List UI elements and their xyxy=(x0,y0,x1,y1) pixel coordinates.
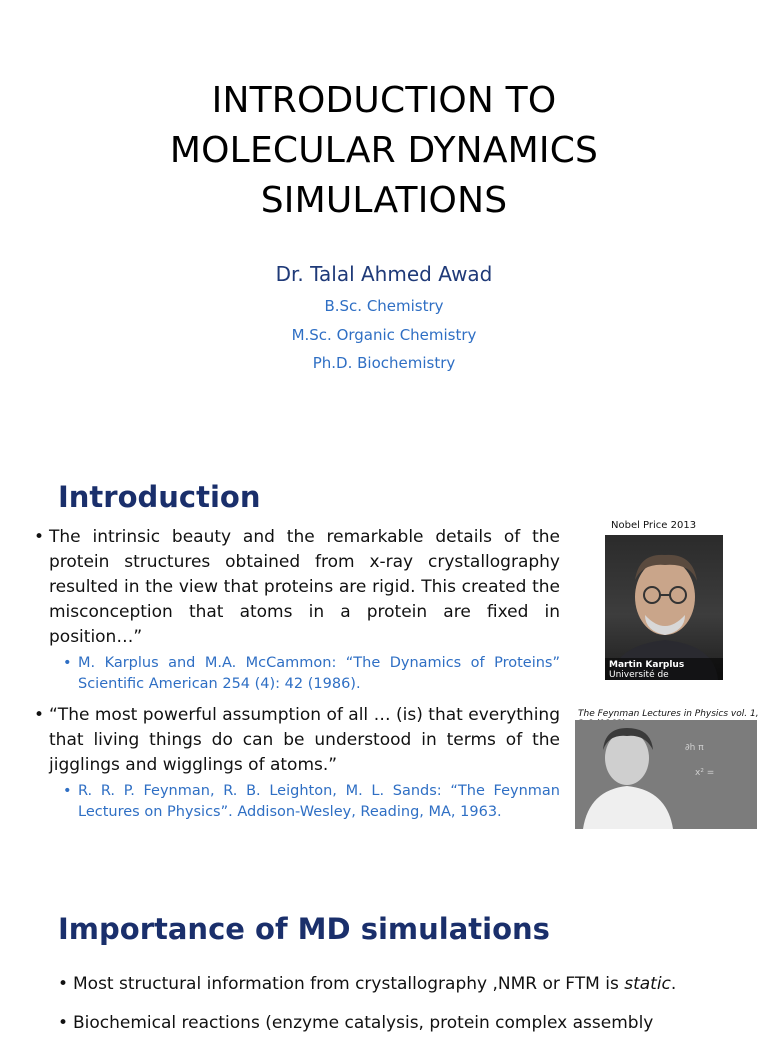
bullet-list xyxy=(58,972,706,1050)
bullet-text: Most structural information from crystallography ,NMR or FTM is xyxy=(73,974,625,994)
degree-msc: M.Sc. Organic Chemistry xyxy=(291,326,477,344)
bullet-emphasis: static xyxy=(624,974,671,994)
title-slide xyxy=(0,0,768,430)
author-name: Dr. Talal Ahmed Awad xyxy=(275,262,493,286)
title-line: SIMULATIONS xyxy=(260,180,508,221)
bullet-item: • “The most powerful assumption of all … (is) that everything that living things do can be understood in terms of the jigglings and wigglings of atoms.” xyxy=(34,703,560,778)
slide-heading: Importance of MD simulations xyxy=(58,912,550,946)
title-line: MOLECULAR DYNAMICS xyxy=(169,130,599,171)
bullet-list xyxy=(34,525,560,831)
karplus-photo xyxy=(605,535,723,690)
degree-bsc: B.Sc. Chemistry xyxy=(324,297,444,315)
reference-item: • M. Karplus and M.A. McCammon: “The Dynamics of Proteins” Scientific American 254 (4): 42 (1986). xyxy=(63,653,560,695)
reference-item: • R. R. P. Feynman, R. B. Leighton, M. L. Sands: “The Feynman Lectures on Physics”. Addison-Wesley, Reading, MA, 1963. xyxy=(63,781,560,823)
svg-text:∂h π: ∂h π xyxy=(685,743,704,753)
svg-text:x² =: x² = xyxy=(695,768,715,778)
introduction-slide xyxy=(0,430,768,860)
photo-caption: Nobel Price 2013 xyxy=(611,520,697,531)
photo-name-strip xyxy=(605,658,723,690)
degree-phd: Ph.D. Biochemistry xyxy=(312,354,456,372)
photo-affiliation: Université de Strasbourg, xyxy=(609,670,669,690)
slide-heading: Introduction xyxy=(58,480,261,514)
slide-title xyxy=(0,76,768,226)
bullet-text: . xyxy=(670,974,677,994)
title-line: INTRODUCTION TO xyxy=(211,80,557,121)
importance-slide xyxy=(0,860,768,1033)
photo-person-name: Martin Karplus xyxy=(609,660,685,670)
photo-caption: The Feynman Lectures in Physics vol. 1, xyxy=(578,709,759,719)
bullet-item: • Biochemical reactions (enzyme catalysis, protein complex assembly xyxy=(58,1011,706,1036)
bullet-item: • The intrinsic beauty and the remarkable details of the protein structures obtained from x-ray crystallography resulted in the view that proteins are rigid. This created the misconception that atoms in a protein are fixed in position…” xyxy=(34,525,560,650)
bullet-item xyxy=(58,972,706,997)
feynman-photo xyxy=(575,720,757,829)
portrait-icon xyxy=(575,720,757,829)
